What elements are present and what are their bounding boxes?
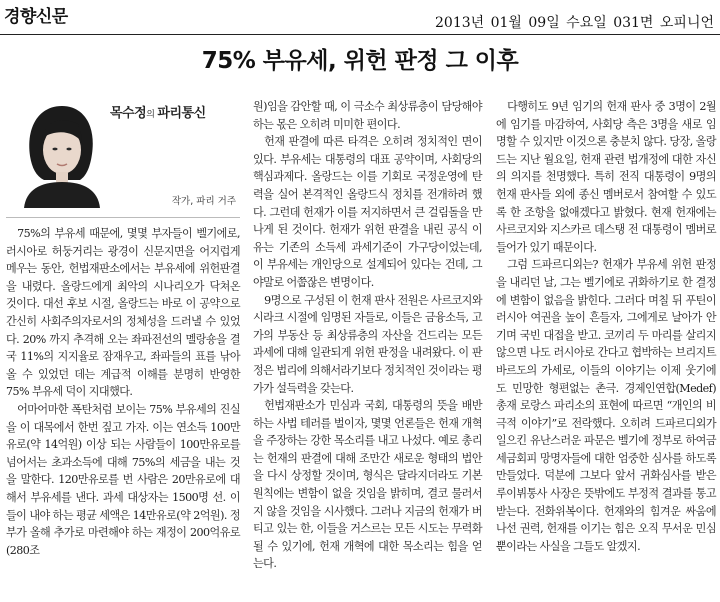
paragraph: 75%의 부유세 때문에, 몇몇 부자들이 벨기에로, 러시아로 허둥거리는 광경이 신문지면을 어지럽게 메우는 동안, 헌법재판소에서는 부유세에 위헌판결을 내렸다. 올랑드에게 최악의 시나리오가 닥쳐온 것이다. 대선 후보 시절, 올랑드는 바로 이 공약으로 간신히 사회주의자로서의 정체성을 드러낼 수 있었다. 20% 까지 추격해 오는 좌파전선의 멜랑숑을 결국 11%의 지지율로 잠재우고, 좌파들의 표를 낚아올 수 있었던 데는 계급적 이해를 분명히 반영한 75% 부유세 덕이 지대했다.	[6, 227, 240, 399]
article-column-1	[6, 225, 240, 559]
paragraph: 헌재 판결에 따른 타격은 오히려 정치적인 면이 있다. 부유세는 대통령의 대표 공약이며, 사회당의 핵심과제다. 올랑드는 이를 기회로 국정운영에 탄력을 실어 본격적인 올랑드식 정치를 전개하려 했다. 그런데 헌재가 이를 저지하면서 큰 걸림돌을 만나게 된 것이다. 헌재가 위헌 판결을 내린 공식 이유는 기존의 소득세 과세기준이 가구당이었는데, 이 부유세는 개인당으로 설계되어 있다는 건데, 그야말로 어쭙잖은 변명이다.	[253, 135, 482, 289]
series-name: 파리통신	[157, 106, 206, 121]
newspaper-logo: 경향신문	[4, 7, 68, 27]
article-column-3	[496, 98, 716, 555]
article-column-2	[253, 98, 482, 573]
masthead	[0, 0, 720, 35]
column-title-particle: 의	[146, 110, 155, 120]
paragraph: 어마어마한 폭탄처럼 보이는 75% 부유세의 진실을 이 대목에서 한번 짚고 가자. 이는 연소득 100만유로(약 14억원) 이상 되는 사람들이 100만유로를 넘어서는 초과소득에 대해 75%의 세금을 내는 것을 말한다. 120만유로를 번 사람은 20만유로에 대해서 부유세를 낸다. 과세 대상자는 1500명 선. 이들이 내야 하는 평균 세액은 14만유로(약 2억원). 정부가 올해 추가로 마련해야 하는 재정이 200억유로(280조	[6, 402, 240, 557]
author-byline: 작가, 파리 거주	[171, 196, 236, 207]
paragraph: 원)임을 감안할 때, 이 극소수 최상류층이 담당해야 하는 몫은 오히려 미미한 편이다.	[253, 100, 482, 131]
headline: 75% 부유세, 위헌 판정 그 이후	[201, 48, 519, 74]
profile-divider	[6, 217, 240, 218]
author-photo	[18, 98, 104, 208]
paragraph: 헌법재판소가 민심과 국회, 대통령의 뜻을 배반하는 사법 테러를 벌이자, 몇몇 언론들은 헌재 개혁을 주장하는 강한 목소리를 내고 나섰다. 예로 총리는 헌재의 판결에 대해 조만간 새로운 형태의 법안을 다시 상정할 것이며, 형식은 달라지더라도 기본 원칙에는 변함이 없을 것임을 밝히며, 결코 물러서지 않을 것임을 시사했다. 그러나 지금의 헌재가 버티고 있는 한, 이들을 거스르는 모든 시도는 무력화될 수 있기에, 헌재 개혁에 대한 목소리는 힘을 얻는다.	[253, 399, 482, 571]
column-title	[110, 102, 206, 121]
dateline: 2013년 01월 09일 수요일 031면 오피니언	[435, 15, 714, 31]
paragraph: 그럼 드파르디외는? 헌재가 부유세 위헌 판정을 내리던 날, 그는 벨기에로 귀화하기로 한 결정에 변함이 없음을 밝힌다. 그러다 며칠 뒤 푸틴이 러시아 여권을 높이 흔들자, 그에게로 날아가 안기며 국빈 대접을 받고. 코끼리 두 마리를 살리지 않으면 나도 러시아로 간다고 협박하는 브리지트 바르도의 가세로, 이들의 이야기는 이제 웃기에도 민망한 형편없는 촌극. 경제인연합(Medef) 총재 로랑스 파리소의 표현에 따르면 “개인의 비극적 이야기”로 전락했다. 오히려 드파르디외가 일으킨 유난스러운 파문은 벨기에 정부로 하여금 세금회피 망명자들에 대한 엄중한 심사를 하도록 만들었다. 덕분에 그보다 앞서 귀화심사를 받은 루이뷔통사 사장은 뜻밖에도 부정적 결과를 통고받는다. 전화위복이다. 헌재와의 힘겨운 싸움에 나선 권력, 헌재를 이기는 힘은 오직 무서운 민심뿐이라는 사실을 그들도 알겠지.	[496, 258, 716, 553]
author-name: 목수정	[110, 106, 147, 121]
paragraph: 다행히도 9년 임기의 헌재 판사 중 3명이 2월에 임기를 마감하여, 사회당 측은 3명을 새로 임명할 수 있지만 이것으론 충분치 않다. 당장, 올랑드는 지난 월요일, 헌재 관련 법개정에 대한 자신의 의지를 천명했다. 특히 전직 대통령이 9명의 헌재 판사들 외에 종신 멤버로서 참여할 수 있도록 한 조항을 없애겠다고 밝혔다. 현재 헌재에는 사르코지와 지스카르 데스탱 전 대통령이 멤버로 들어가 있기 때문이다.	[496, 100, 716, 254]
paragraph: 9명으로 구성된 이 헌재 판사 전원은 사르코지와 시라크 시절에 임명된 자들로, 이들은 금융소득, 고가의 부동산 등 최상류층의 자산을 건드리는 모든 과세에 대해 일관되게 위헌 판정을 내려왔다. 이 판정은 법리에 의해서라기보다 정치적인 것이라는 평가가 설득력을 갖는다.	[253, 293, 482, 395]
column-profile	[6, 94, 240, 216]
